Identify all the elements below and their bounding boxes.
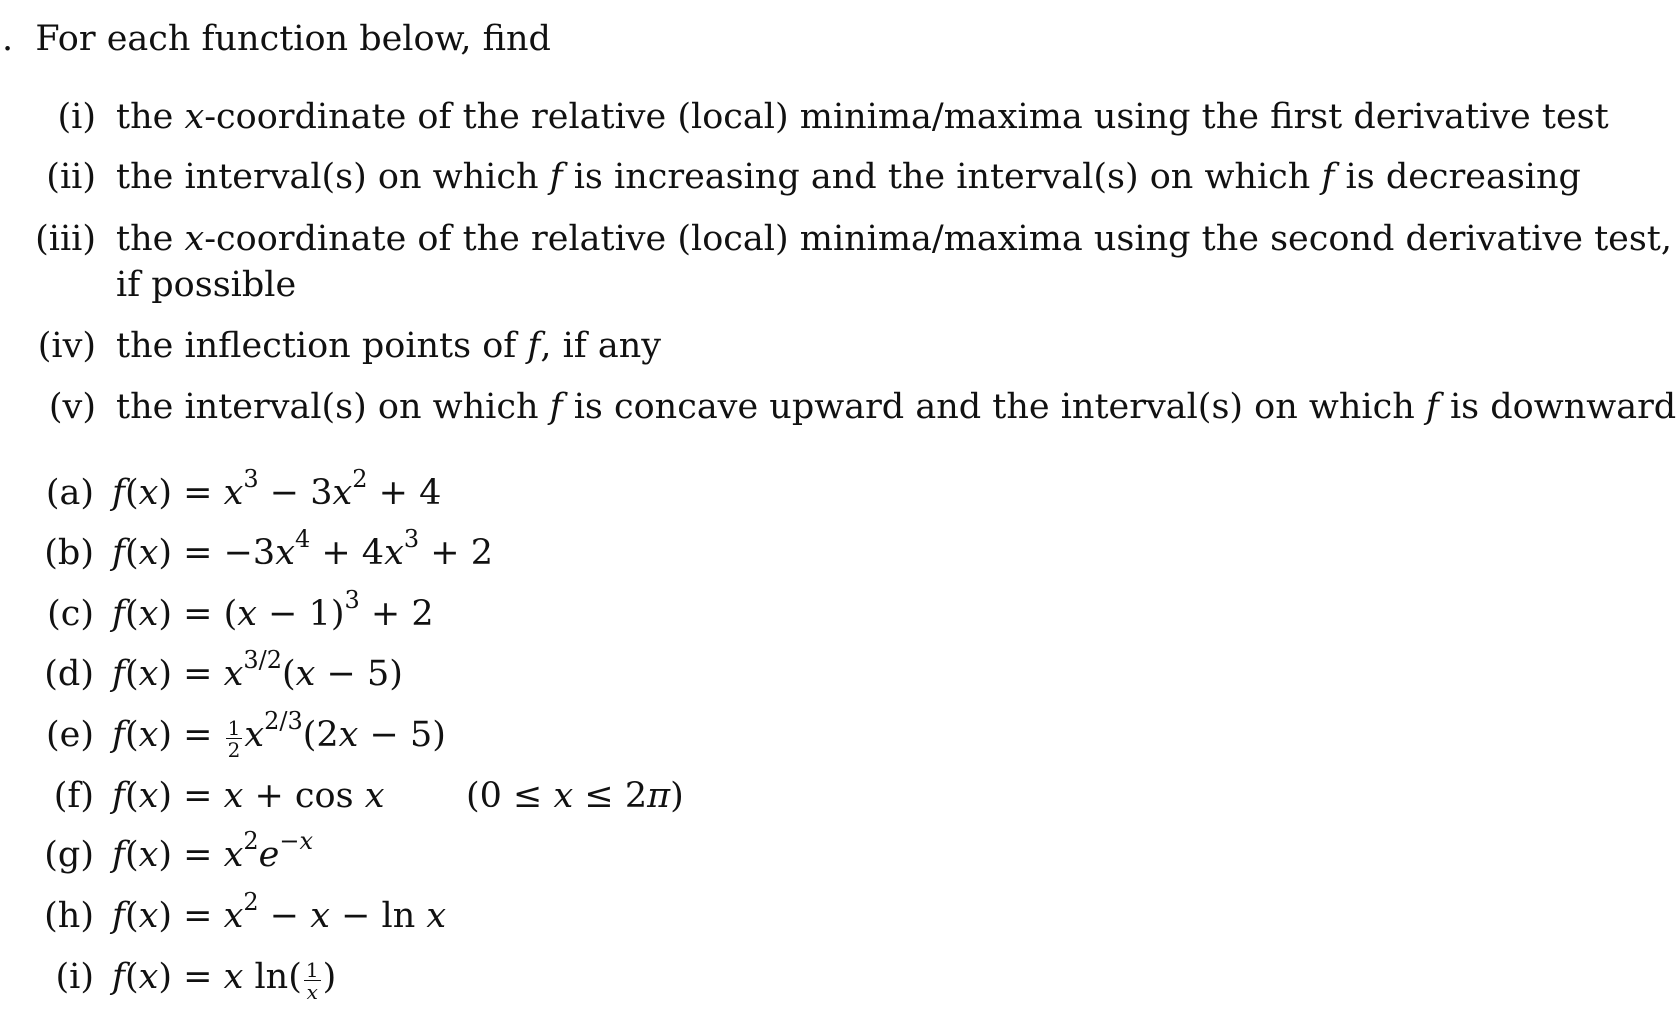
part-label-f: (f): [53, 776, 94, 816]
fraction-one-over-x: $\frac{1}{x}$: [305, 958, 319, 1004]
part-label-a: (a): [45, 473, 94, 513]
part-label-d: (d): [44, 654, 94, 694]
criterion-label-ii: (ii): [46, 157, 96, 197]
criterion-label-i: (i): [57, 97, 96, 137]
function-formula-f: f(x) = x + cos x: [112, 776, 385, 816]
function-formula-c: $f(x) = (x - 1)^3 + 2$: [112, 586, 434, 634]
function-formula-b: $f(x) = -3x^4 + 4x^3 + 2$: [112, 525, 493, 573]
criterion-text-v: the interval(s) on which f is concave upward and the interval(s) on which f is downward: [116, 387, 1676, 427]
criterion-text-iii: the x-coordinate of the relative (local) minima/maxima using the second derivative test,: [116, 219, 1672, 259]
problem-number-bullet: .: [2, 19, 14, 59]
criterion-label-v: (v): [48, 387, 96, 427]
problem-intro: [2, 19, 551, 59]
function-formula-a: $f(x) = x^3 - 3x^2 + 4$: [112, 465, 442, 513]
part-label-b: (b): [44, 533, 94, 573]
function-formula-i: f(x) = x ln( $\frac{1}{x}$ ): [112, 957, 337, 1004]
domain-restriction-f: (0 ≤ x ≤ 2π): [466, 776, 684, 816]
part-label-i: (i): [55, 957, 94, 997]
criterion-label-iv: (iv): [37, 326, 96, 366]
part-label-h: (h): [44, 896, 94, 936]
part-label-c: (c): [47, 594, 94, 634]
function-formula-h: $f(x) = x^2 - x - \ln x$: [112, 888, 447, 936]
criterion-label-iii: (iii): [35, 219, 96, 259]
part-label-e: (e): [45, 715, 94, 755]
function-formula-g: $f(x) = x^2e^{-x}$: [112, 827, 314, 875]
criterion-text-i: the x-coordinate of the relative (local) minima/maxima using the first derivative test: [116, 97, 1609, 137]
fraction-one-half: $\frac{1}{2}$: [227, 716, 241, 762]
part-label-g: (g): [44, 835, 94, 875]
function-formula-e: f(x) = $\frac{1}{2}$ $x^{2/3}(2x - 5)$: [112, 707, 446, 762]
criterion-text-ii: the interval(s) on which f is increasing and the interval(s) on which f is decreasing: [116, 157, 1581, 197]
problem-intro-text: For each function below, find: [35, 19, 551, 59]
criterion-text-iii-line2: if possible: [116, 265, 297, 305]
criterion-text-iv: the inflection points of f, if any: [116, 326, 662, 366]
function-formula-d: $f(x) = x^{3/2}(x - 5)$: [112, 646, 403, 694]
